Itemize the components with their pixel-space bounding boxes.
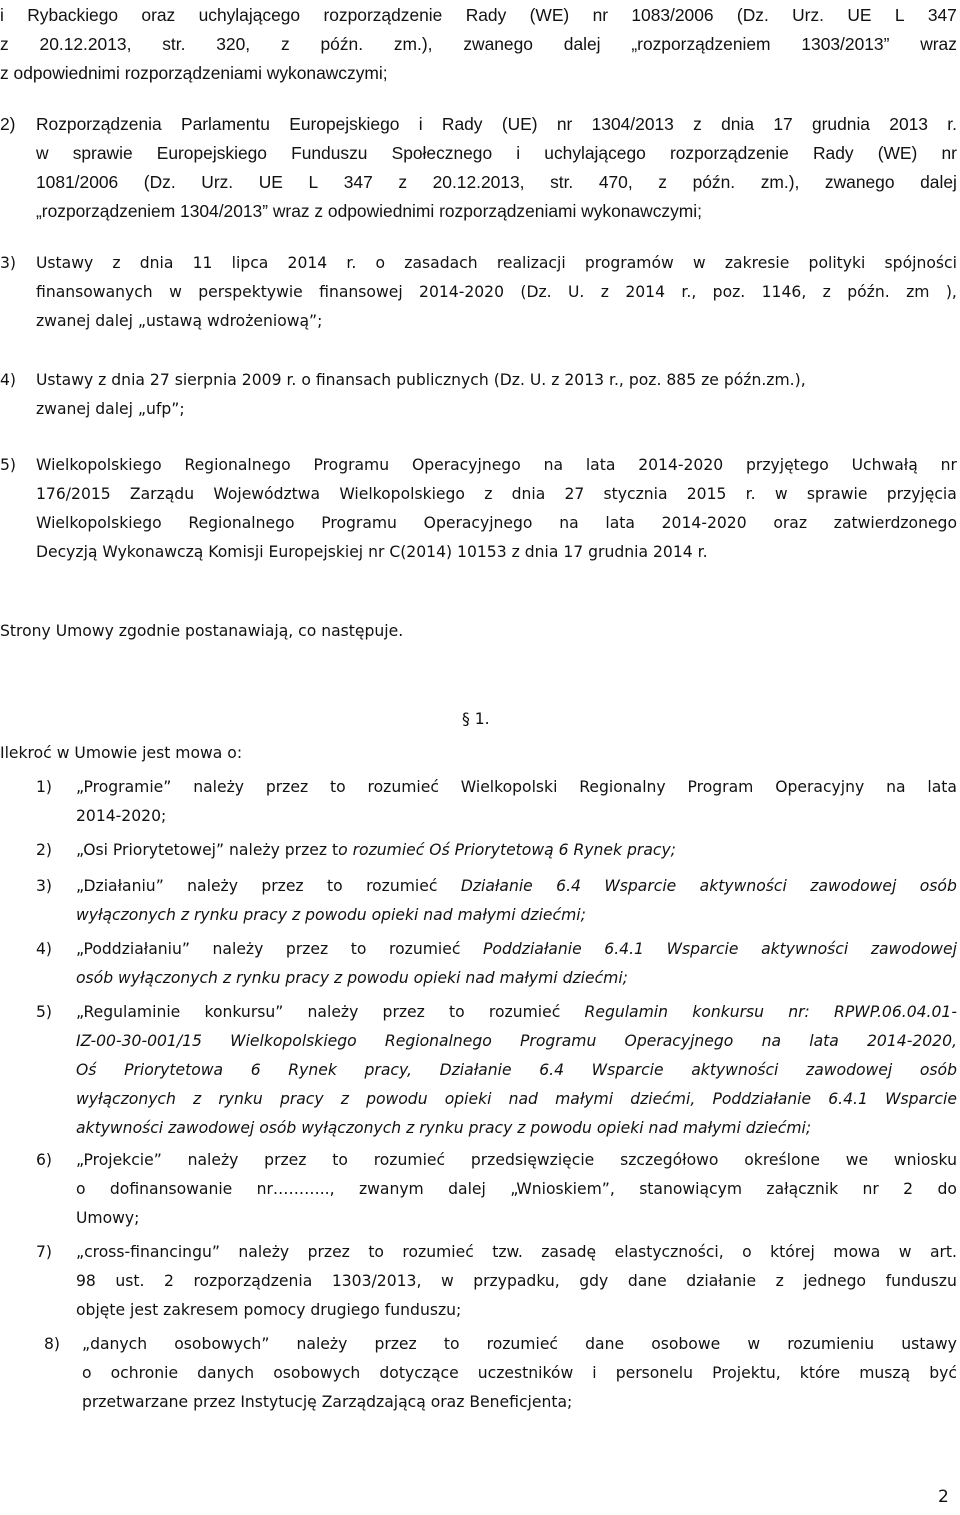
definition-line: „Programie” należy przez to rozumieć Wielkopolski Regionalny Program Operacyjny na lata — [76, 778, 957, 796]
intro-line: z 20.12.2013, str. 320, z późn. zm.), zwanego dalej „rozporządzeniem 1303/2013” wraz — [0, 34, 957, 54]
definition-line: „Poddziałaniu” należy przez to rozumieć Poddziałanie 6.4.1 Wsparcie aktywności zawodowej — [76, 940, 957, 958]
definition-line: wyłączonych z rynku pracy z powodu opieki nad małymi dziećmi, Poddziałanie 6.4.1 Wsparcie — [76, 1090, 957, 1108]
definition-line: „Osi Priorytetowej” należy przez to rozumieć Oś Priorytetową 6 Rynek pracy; — [76, 841, 676, 859]
definition-line: Oś Priorytetowa 6 Rynek pracy, Działanie 6.4 Wsparcie aktywności zawodowej osób — [76, 1061, 957, 1079]
definition-line: osób wyłączonych z rynku pracy z powodu opieki nad małymi dziećmi; — [76, 969, 628, 987]
intro-line: i Rybackiego oraz uchylającego rozporządzenie Rady (WE) nr 1083/2006 (Dz. Urz. UE L 347 — [0, 5, 957, 25]
basis-item-line: Ustawy z dnia 27 sierpnia 2009 r. o finansach publicznych (Dz. U. z 2013 r., poz. 885 ze późn.zm.), — [36, 371, 806, 389]
definition-line: objęte jest zakresem pomocy drugiego funduszu; — [76, 1301, 462, 1319]
definition-number: 2) — [36, 841, 53, 859]
basis-item-line: finansowanych w perspektywie finansowej 2014-2020 (Dz. U. z 2014 r., poz. 1146, z późn. zm ), — [36, 283, 957, 301]
section-marker: § 1. — [462, 710, 490, 728]
definition-line: „danych osobowych” należy przez to rozumieć dane osobowe w rozumieniu ustawy — [82, 1335, 957, 1353]
definition-line: 2014-2020; — [76, 807, 167, 825]
basis-item-line: w sprawie Europejskiego Funduszu Społecznego i uchylającego rozporządzenie Rady (WE) nr — [36, 143, 957, 163]
definition-line: o dofinansowanie nr……….., zwanym dalej „Wnioskiem”, stanowiącym załącznik nr 2 do — [76, 1180, 957, 1198]
page-number: 2 — [938, 1487, 949, 1507]
basis-item-line: Decyzją Wykonawczą Komisji Europejskiej nr C(2014) 10153 z dnia 17 grudnia 2014 r. — [36, 543, 708, 561]
basis-item-line: zwanej dalej „ustawą wdrożeniową”; — [36, 312, 323, 330]
definition-line: IZ-00-30-001/15 Wielkopolskiego Regionalnego Programu Operacyjnego na lata 2014-2020, — [76, 1032, 957, 1050]
definition-line: „Działaniu” należy przez to rozumieć Działanie 6.4 Wsparcie aktywności zawodowej osób — [76, 877, 957, 895]
basis-item-number: 3) — [0, 254, 17, 272]
definition-number: 3) — [36, 877, 53, 895]
basis-item-number: 4) — [0, 371, 17, 389]
intro-line: z odpowiednimi rozporządzeniami wykonawczymi; — [0, 63, 388, 83]
definition-line: wyłączonych z rynku pracy z powodu opieki nad małymi dziećmi; — [76, 906, 586, 924]
definition-number: 6) — [36, 1151, 53, 1169]
definition-line: „Projekcie” należy przez to rozumieć przedsięwzięcie szczegółowo określone we wniosku — [76, 1151, 957, 1169]
basis-item-line: 1081/2006 (Dz. Urz. UE L 347 z 20.12.2013, str. 470, z późn. zm.), zwanego dalej — [36, 172, 957, 192]
basis-item-line: 176/2015 Zarządu Województwa Wielkopolskiego z dnia 27 stycznia 2015 r. w sprawie przyjęcia — [36, 485, 957, 503]
basis-item-line: Wielkopolskiego Regionalnego Programu Operacyjnego na lata 2014-2020 oraz zatwierdzonego — [36, 514, 957, 532]
definition-line: 98 ust. 2 rozporządzenia 1303/2013, w przypadku, gdy dane działanie z jednego funduszu — [76, 1272, 957, 1290]
basis-item-line: „rozporządzeniem 1304/2013” wraz z odpowiednimi rozporządzeniami wykonawczymi; — [36, 201, 702, 221]
definition-line: o ochronie danych osobowych dotyczące uczestników i personelu Projektu, które muszą być — [82, 1364, 957, 1382]
basis-item-number: 5) — [0, 456, 17, 474]
definition-line: przetwarzane przez Instytucję Zarządzającą oraz Beneficjenta; — [82, 1393, 573, 1411]
definition-number: 1) — [36, 778, 53, 796]
basis-item-line: Ustawy z dnia 11 lipca 2014 r. o zasadach realizacji programów w zakresie polityki spójności — [36, 254, 957, 272]
definition-line: aktywności zawodowej osób wyłączonych z rynku pracy z powodu opieki nad małymi dziećmi; — [76, 1119, 812, 1137]
definition-number: 4) — [36, 940, 53, 958]
definition-number: 5) — [36, 1003, 53, 1021]
basis-item-number: 2) — [0, 114, 16, 134]
definition-line: „cross-financingu” należy przez to rozumieć tzw. zasadę elastyczności, o której mowa w art. — [76, 1243, 957, 1261]
parties-statement: Strony Umowy zgodnie postanawiają, co następuje. — [0, 622, 404, 640]
basis-item-line: zwanej dalej „ufp”; — [36, 400, 185, 418]
definition-number: 8) — [44, 1335, 61, 1353]
definition-line: „Regulaminie konkursu” należy przez to rozumieć Regulamin konkursu nr: RPWP.06.04.01- — [76, 1003, 957, 1021]
definitions-intro: Ilekroć w Umowie jest mowa o: — [0, 744, 243, 762]
definition-number: 7) — [36, 1243, 53, 1261]
basis-item-line: Wielkopolskiego Regionalnego Programu Operacyjnego na lata 2014-2020 przyjętego Uchwałą nr — [36, 456, 957, 474]
definition-line: Umowy; — [76, 1209, 140, 1227]
basis-item-line: Rozporządzenia Parlamentu Europejskiego i Rady (UE) nr 1304/2013 z dnia 17 grudnia 2013 r. — [36, 114, 957, 134]
